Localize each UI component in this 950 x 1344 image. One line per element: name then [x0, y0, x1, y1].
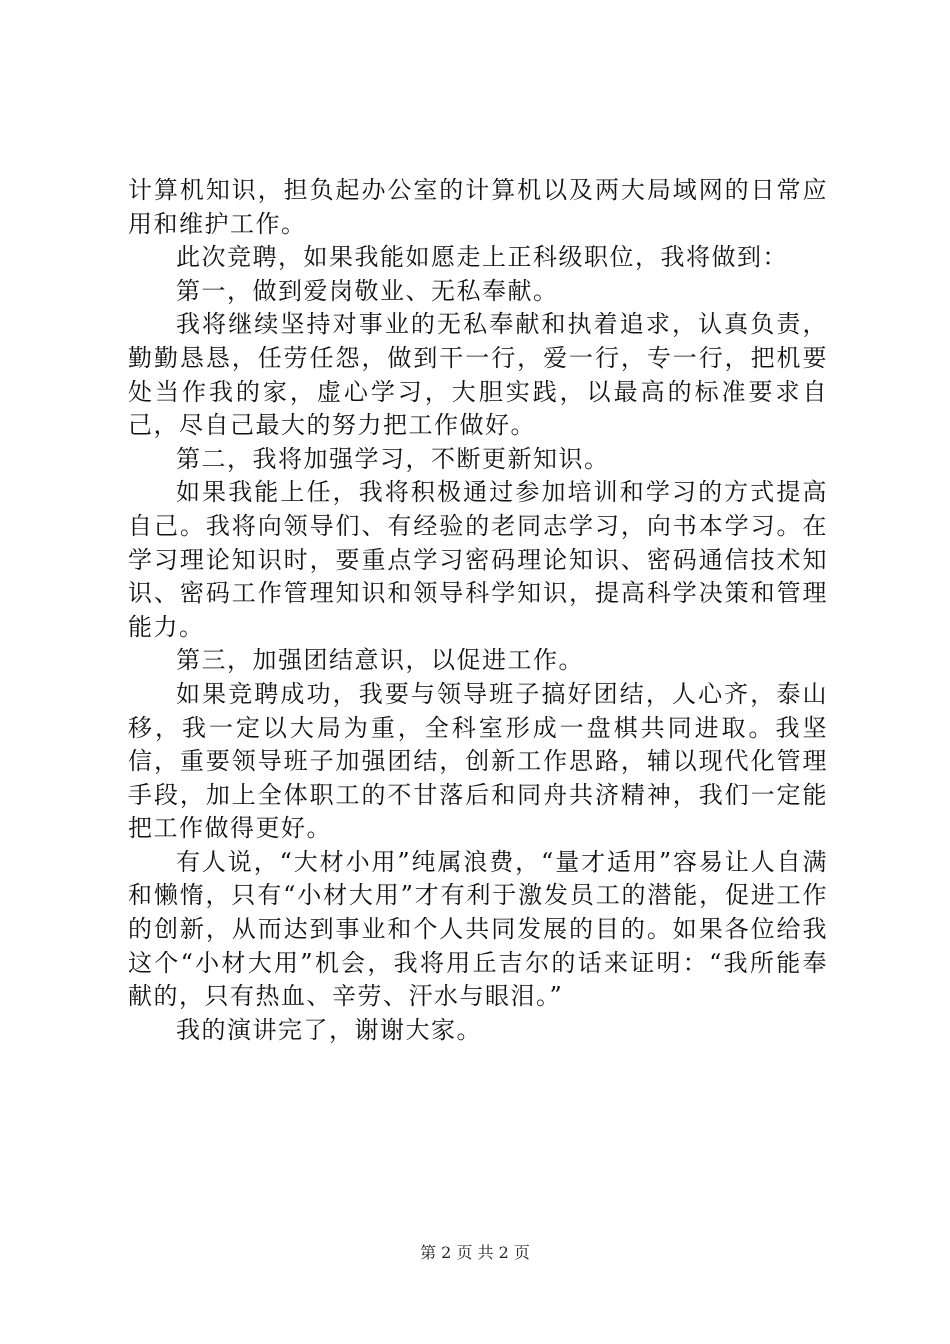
paragraph-3: 第一，做到爱岗敬业、无私奉献。: [176, 276, 559, 305]
paragraph-7: 第三，加强团结意识，以促进工作。: [176, 646, 584, 675]
paragraph-1: 计算机知识，担负起办公室的计算机以及两大局域网的日常应用和维护工作。: [128, 176, 828, 238]
paragraph-2: 此次竞聘，如果我能如愿走上正科级职位，我将做到：: [176, 243, 788, 272]
page-footer: [0, 1243, 950, 1263]
paragraph-4: 我将继续坚持对事业的无私奉献和执着追求，认真负责，勤勤恳恳，任劳任怨，做到干一行，爱一行，专一行，把机要处当作我的家，虚心学习，大胆实践，以最高的标准要求自己，尽自己最大的努力把工作做好。: [128, 310, 828, 440]
paragraph-6: 如果我能上任，我将积极通过参加培训和学习的方式提高自己。我将向领导们、有经验的老同志学习，向书本学习。在学习理论知识时，要重点学习密码理论知识、密码通信技术知识、密码工作管理知识和领导科学知识，提高科学决策和管理能力。: [128, 478, 828, 641]
page-indicator: 第 2 页 共 2 页: [420, 1243, 530, 1262]
paragraph-9: 有人说，“大材小用”纯属浪费，“量才适用”容易让人自满和懒惰，只有“小材大用”才有利于激发员工的潜能，促进工作的创新，从而达到事业和个人共同发展的目的。如果各位给我这个“小材大用”机会，我将用丘吉尔的话来证明：“我所能奉献的，只有热血、辛劳、汗水与眼泪。”: [128, 847, 828, 1011]
paragraph-8: 如果竞聘成功，我要与领导班子搞好团结，人心齐，泰山移，我一定以大局为重，全科室形成一盘棋共同进取。我坚信，重要领导班子加强团结，创新工作思路，辅以现代化管理手段，加上全体职工的不甘落后和同舟共济精神，我们一定能把工作做得更好。: [128, 679, 828, 843]
document-body: [128, 174, 828, 1047]
paragraph-5: 第二，我将加强学习，不断更新知识。: [176, 444, 610, 473]
paragraph-10: 我的演讲完了，谢谢大家。: [176, 1015, 482, 1044]
